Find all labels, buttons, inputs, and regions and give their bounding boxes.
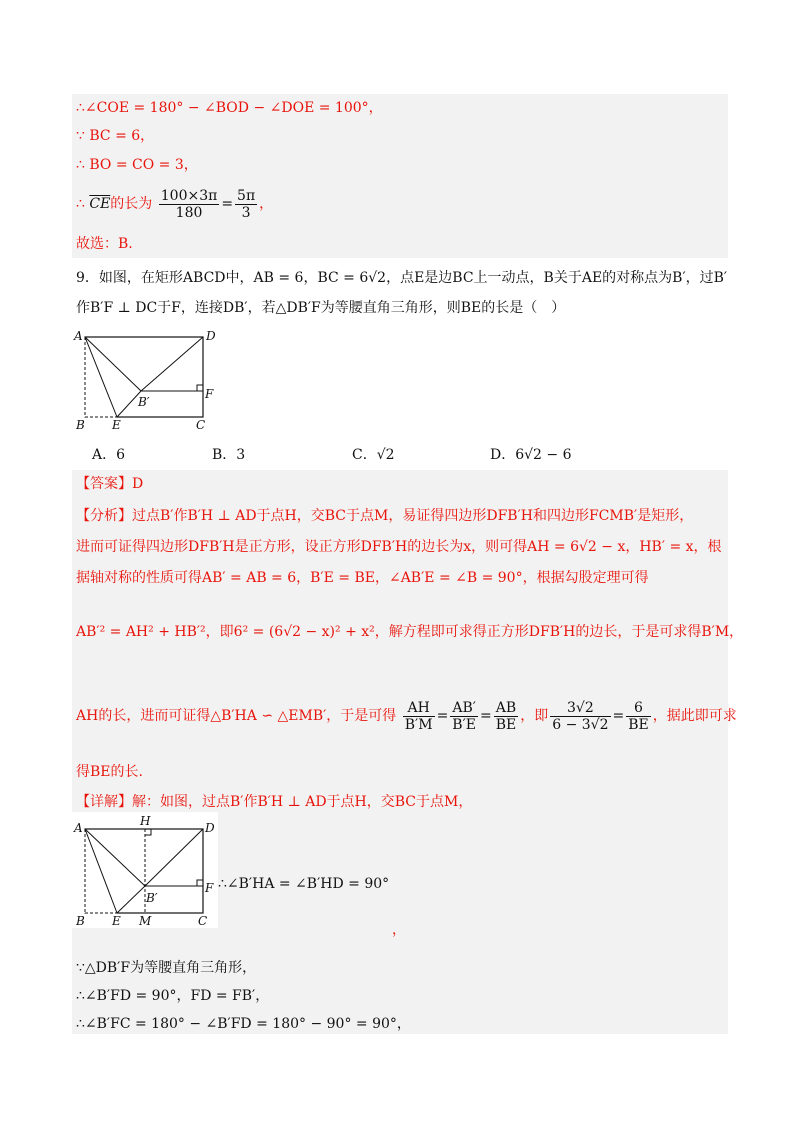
- analysis-line-4: AB′² = AH² + HB′²，即6² = (6√2 − x)² + x²，解方程即可求得正方形DFB′H的边长，于是可求得B′M，: [76, 624, 744, 640]
- label-d: D: [206, 329, 216, 343]
- fraction: [235, 188, 257, 221]
- detail-line-4: [76, 986, 269, 1006]
- numerator: AH: [403, 700, 435, 717]
- solution-line-5: [76, 234, 133, 254]
- label-c: C: [196, 418, 206, 432]
- analysis-text: ，据此即可求: [652, 708, 737, 724]
- numerator: AB′: [450, 700, 478, 717]
- solution-text: 故选：B.: [76, 236, 133, 252]
- equals: =: [612, 708, 625, 724]
- numerator: 5π: [237, 187, 256, 204]
- right-angle-mark-f: [197, 880, 203, 886]
- label-a: A: [74, 821, 83, 835]
- numerator: 100×3π: [160, 187, 218, 204]
- solution-text: ∴∠COE = 180° − ∠BOD − ∠DOE = 100°，: [76, 100, 383, 116]
- numerator: AB: [494, 700, 519, 717]
- fraction: [159, 188, 220, 221]
- denominator: 180: [175, 204, 203, 221]
- analysis-text: AH的长，进而可证得△B′HA ∽ △EMB′，于是可得: [76, 708, 397, 724]
- detail-line-1: [76, 792, 472, 812]
- denominator: BE: [628, 716, 649, 733]
- detail-text: ∴∠B′FC = 180° − ∠B′FD = 180° − 90° = 90°，: [76, 1016, 411, 1032]
- equals: =: [479, 708, 492, 724]
- denominator: B′E: [452, 716, 476, 733]
- option-a[interactable]: A．6: [92, 447, 126, 463]
- right-angle-mark: [197, 385, 203, 391]
- numerator: 3√2: [550, 700, 610, 717]
- solution-text: ∴ BO = CO = 3，: [76, 157, 198, 173]
- solution-line-1: [76, 98, 383, 118]
- detail-line-5: [76, 1014, 411, 1034]
- segment-ab-prime: [85, 829, 145, 886]
- question-line-1: 9．如图，在矩形ABCD中，AB = 6，BC = 6√2，点E是边BC上一动点，B关于AE的对称点为B′，过B′: [76, 270, 728, 286]
- analysis-text: 过点B′作B′H ⊥ AD于点H，交BC于点M，易证得四边形DFB′H和四边形FCMB′是矩形，: [132, 508, 694, 524]
- label-h: H: [140, 814, 151, 828]
- detail-text: 解：如图，过点B′作B′H ⊥ AD于点H，交BC于点M，: [132, 794, 473, 810]
- option-d[interactable]: D．6√2 − 6: [490, 447, 572, 463]
- equals: =: [221, 196, 234, 212]
- denominator: 6 − 3√2: [552, 716, 609, 733]
- label-c: C: [198, 914, 208, 928]
- segment-ae: [85, 829, 117, 913]
- detail-line-2b: ，: [392, 922, 406, 938]
- label-e: E: [112, 914, 121, 928]
- label-d: D: [205, 821, 215, 835]
- detail-text: ∴∠B′FD = 90°，FD = FB′，: [76, 988, 270, 1004]
- label-b: B: [76, 914, 85, 928]
- label-b-prime: B′: [138, 395, 150, 409]
- option-c[interactable]: C．√2: [352, 447, 395, 463]
- solution-line-4: [76, 186, 273, 222]
- label-a: A: [74, 329, 83, 343]
- label-f: F: [205, 387, 214, 401]
- analysis-line-2: 进而可证得四边形DFB′H是正方形，设正方形DFB′H的边长为x，则可得AH = 6√2 − x，HB′ = x，根: [76, 539, 722, 555]
- fraction: [550, 700, 610, 733]
- detail-label: 【详解】: [76, 794, 132, 810]
- solution-text: ∴: [76, 196, 90, 212]
- segment-ae: [85, 337, 117, 417]
- solution-text: 的长为: [110, 196, 153, 212]
- fraction: [494, 700, 519, 733]
- fraction: [450, 700, 478, 733]
- right-angle-mark-h: [145, 829, 151, 835]
- answer-line: [76, 474, 143, 494]
- label-m: M: [139, 914, 152, 928]
- solution-text: ∵ BC = 6，: [76, 128, 155, 144]
- solution-line-2: [76, 126, 154, 146]
- denominator: 3: [241, 204, 251, 221]
- detail-line-2: ∴∠B′HA = ∠B′HD = 90°: [218, 876, 390, 892]
- fraction: [626, 700, 651, 733]
- analysis-label: 【分析】: [76, 508, 132, 524]
- solution-text: ，: [259, 196, 274, 212]
- denominator: B′M: [404, 716, 433, 733]
- segment-db-prime: [145, 829, 203, 886]
- equals: =: [436, 708, 449, 724]
- analysis-line-3: 据轴对称的性质可得AB′ = AB = 6，B′E = BE，∠AB′E = ∠B = 90°，根据勾股定理可得: [76, 570, 649, 586]
- answer-label: 【答案】: [76, 476, 132, 492]
- label-e: E: [112, 418, 121, 432]
- analysis-text: ，即: [520, 708, 549, 724]
- solution-line-3: [76, 155, 198, 175]
- detail-line-3: [76, 958, 256, 978]
- previous-solution-block: [72, 94, 728, 258]
- segment-eb-prime: [117, 886, 145, 913]
- rectangle-abcd: [85, 829, 203, 913]
- detail-text: ∵△DB′F为等腰直角三角形，: [76, 960, 257, 976]
- label-b: B: [76, 418, 85, 432]
- question-line-2: 作B′F ⊥ DC于F，连接DB′，若△DB′F为等腰直角三角形，则BE的长是（ ）: [76, 300, 566, 316]
- denominator: BE: [495, 716, 517, 733]
- segment-db-prime: [141, 337, 203, 391]
- option-b[interactable]: B．3: [212, 447, 246, 463]
- analysis-line-5: [76, 696, 737, 736]
- figure-1-rectangle-diagram: [72, 328, 222, 434]
- segment-ab-prime: [85, 337, 141, 391]
- label-b-prime: B′: [146, 891, 158, 905]
- analysis-line-1: [76, 506, 693, 526]
- fraction: [403, 700, 435, 733]
- answer-value: D: [132, 476, 144, 492]
- arc-ce: $\overline{CE}$: [89, 196, 111, 212]
- figure-2-rectangle-diagram: [72, 812, 218, 928]
- analysis-line-6: 得BE的长.: [76, 764, 143, 780]
- label-f: F: [205, 881, 214, 895]
- numerator: 6: [626, 700, 651, 717]
